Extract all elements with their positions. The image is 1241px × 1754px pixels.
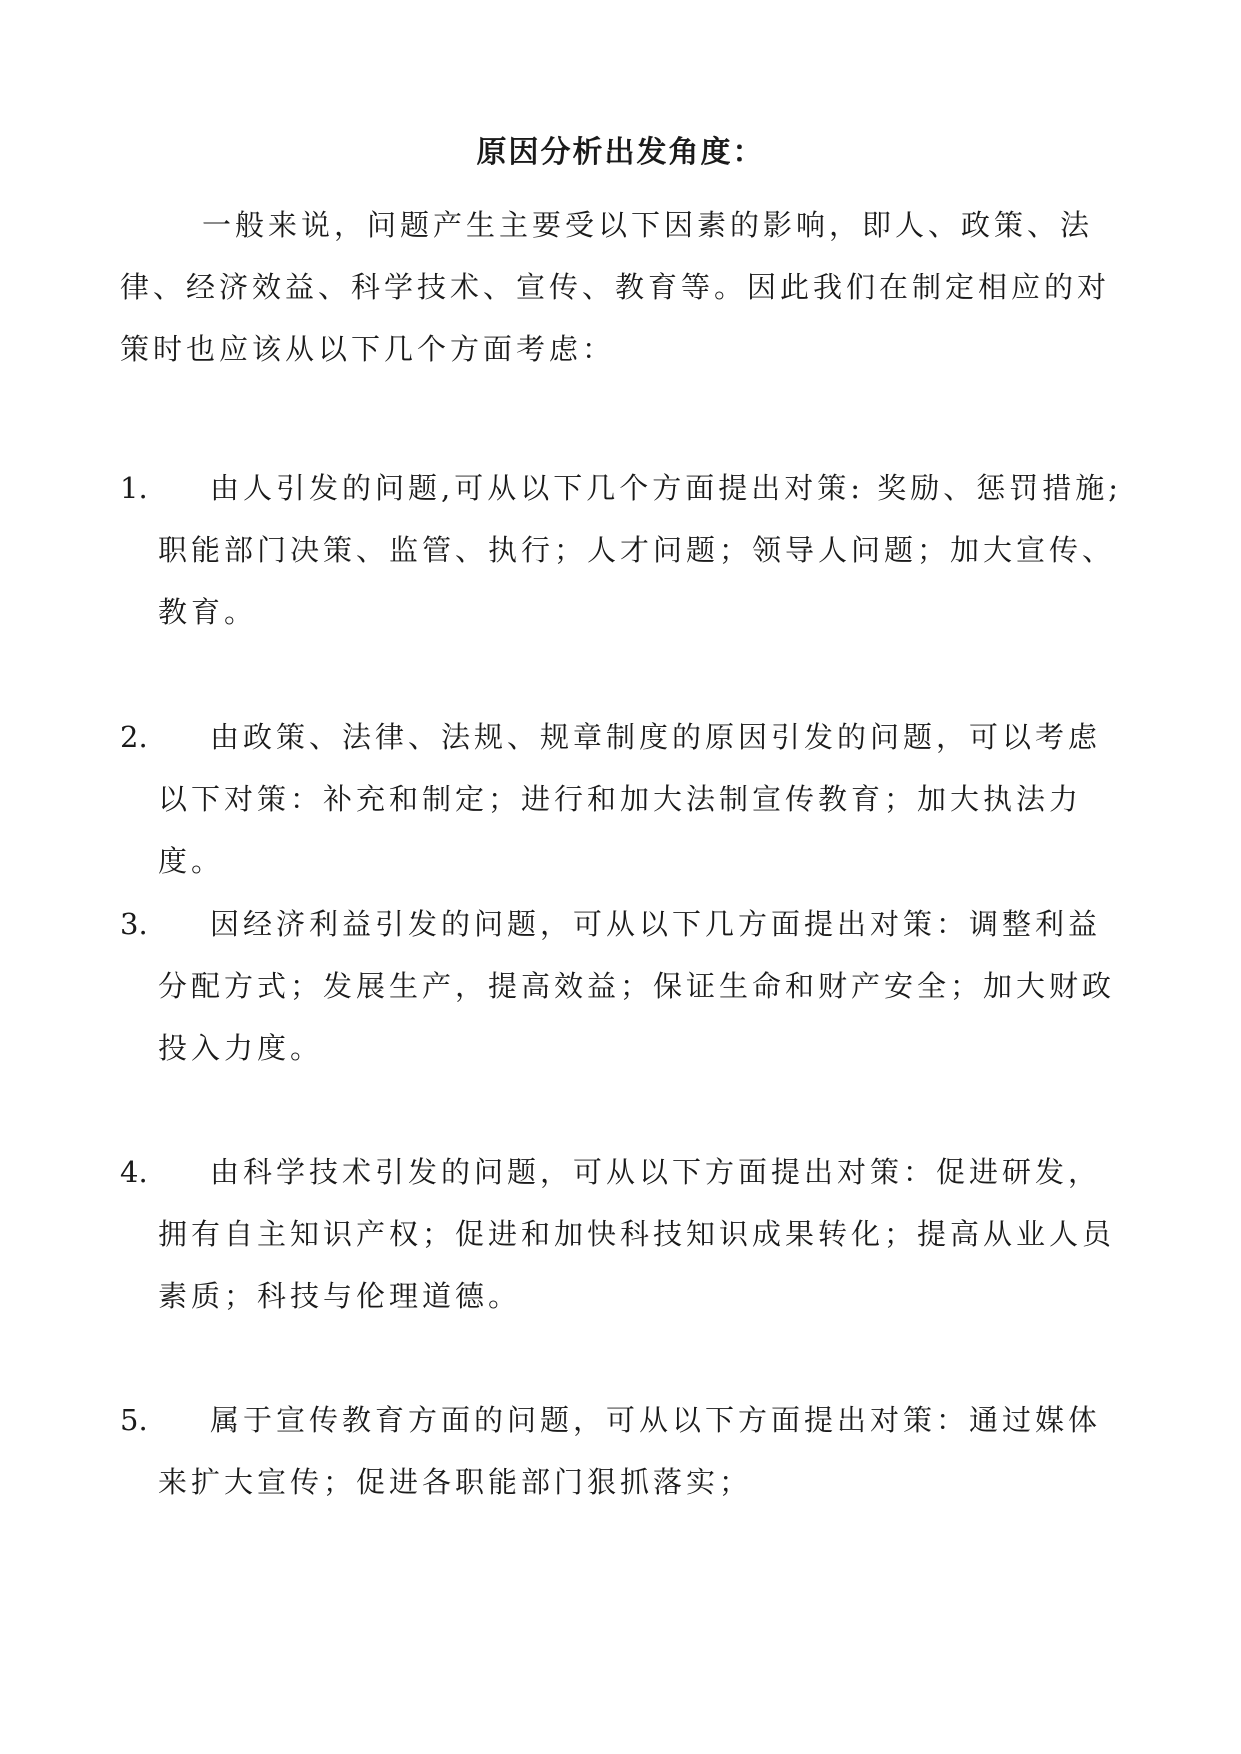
item-text: 由人引发的问题,可从以下几个方面提出对策: 奖励、惩罚措施; 职能部门决策、监管、执行；人才问题；领导人问题；加大宣传、教育。 (158, 471, 1122, 629)
list-item (120, 893, 1130, 1079)
list-item (120, 1141, 1130, 1327)
document-title: 原因分析出发角度： (476, 135, 765, 170)
item-number: 5. (120, 1403, 148, 1437)
item-text: 因经济利益引发的问题，可从以下几方面提出对策：调整利益分配方式；发展生产，提高效益；保证生命和财产安全；加大财政投入力度。 (158, 907, 1116, 1065)
list-item (120, 1389, 1130, 1513)
intro-paragraph: 一般来说，问题产生主要受以下因素的影响，即人、政策、法律、经济效益、科学技术、宣传、教育等。因此我们在制定相应的对策时也应该从以下几个方面考虑： (120, 208, 1111, 366)
list-item (120, 457, 1130, 643)
list-item (120, 706, 1130, 892)
item-text: 由科学技术引发的问题，可从以下方面提出对策：促进研发，拥有自主知识产权；促进和加快科技知识成果转化；提高从业人员素质；科技与伦理道德。 (158, 1155, 1116, 1313)
item-number: 3. (120, 907, 148, 941)
item-text: 由政策、法律、法规、规章制度的原因引发的问题，可以考虑以下对策：补充和制定；进行和加大法制宣传教育；加大执法力度。 (158, 720, 1102, 878)
item-number: 4. (120, 1155, 148, 1189)
item-number: 1. (120, 471, 148, 505)
item-number: 2. (120, 720, 148, 754)
item-text: 属于宣传教育方面的问题，可从以下方面提出对策：通过媒体来扩大宣传；促进各职能部门狠抓落实； (158, 1403, 1102, 1499)
